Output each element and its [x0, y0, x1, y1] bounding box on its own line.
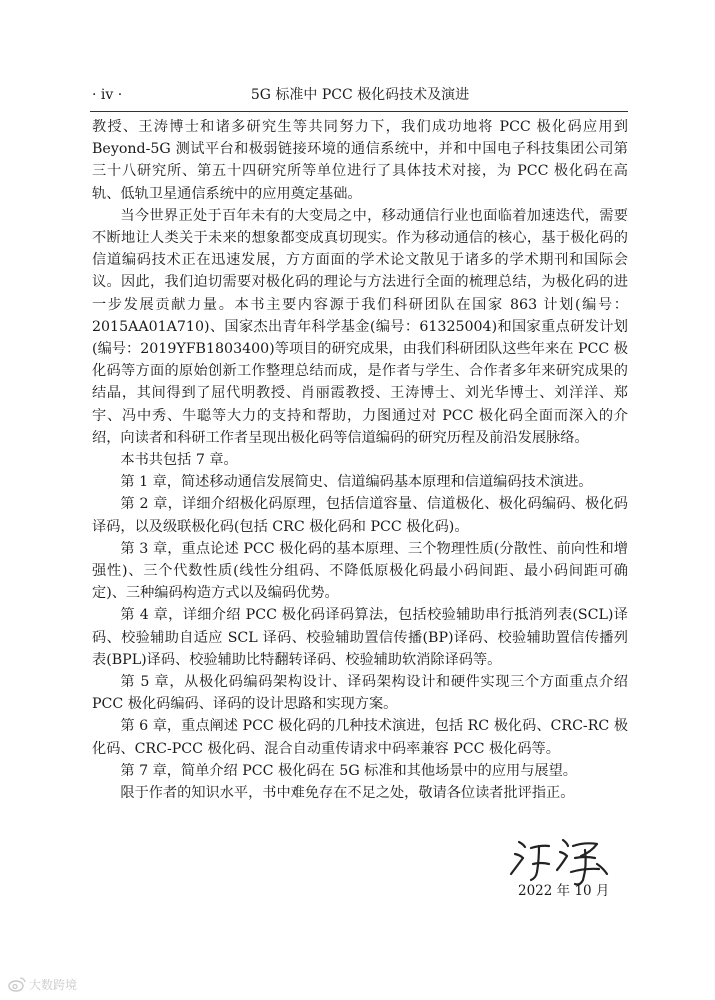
page-number: · iv · [92, 87, 123, 103]
paragraph: 第 3 章，重点论述 PCC 极化码的基本原理、三个物理性质(分散性、前向性和增强性)、三个代数性质(线性分组码、不降低原极化码最小码间距、最小码间距可确定)、三种编码构造方式以及编码优势。 [92, 540, 628, 602]
watermark-text: 大数跨境 [29, 977, 78, 992]
header-rule [90, 111, 628, 112]
paragraph: 第 2 章，详细介绍极化码原理，包括信道容量、信道极化、极化码编码、极化码译码，以及级联极化码(包括 CRC 极化码和 PCC 极化码)。 [92, 496, 628, 535]
running-header [90, 84, 630, 106]
paragraph: 第 6 章，重点阐述 PCC 极化码的几种技术演进，包括 RC 极化码、CRC-RC 极化码、CRC-PCC 极化码、混合自动重传请求中码率兼容 PCC 极化码等。 [92, 718, 628, 757]
paragraph: 教授、王涛博士和诸多研究生等共同努力下，我们成功地将 PCC 极化码应用到 Beyond-5G 测试平台和极弱链接环境的通信系统中，并和中国电子科技集团公司第三十八研究所、第五十四研究所等单位进行了具体技术对接，为 PCC 极化码在高轨、低轨卫星通信系统中的应用奠定基础。 [92, 119, 628, 202]
paragraph: 第 5 章，从极化码编码架构设计、译码架构设计和硬件实现三个方面重点介绍 PCC 极化码编码、译码的设计思路和实现方案。 [92, 674, 628, 713]
preface-body [92, 116, 628, 804]
running-title: 5G 标准中 PCC 极化码技术及演进 [250, 87, 470, 103]
paragraph: 限于作者的知识水平，书中难免存在不足之处，敬请各位读者批评指正。 [120, 785, 575, 802]
paragraph: 第 1 章，简述移动通信发展简史、信道编码基本原理和信道编码技术演进。 [120, 474, 593, 491]
paragraph: 第 4 章，详细介绍 PCC 极化码译码算法，包括校验辅助串行抵消列表(SCL)译码、校验辅助自适应 SCL 译码、校验辅助置信传播(BP)译码、校验辅助置信传播列表(BPL)译码、校验辅助比特翻转译码、校验辅助软消除译码等。 [92, 607, 628, 668]
paragraph: 本书共包括 7 章。 [120, 452, 238, 469]
weibo-icon [8, 976, 26, 992]
paragraph: 当今世界正处于百年未有的大变局之中，移动通信行业也面临着加速迭代，需要不断地让人类关于未来的想象都变成真切现实。作为移动通信的核心，基于极化码的信道编码技术正在迅速发展，方方面面的学术论文散见于诸多的学术期刊和国际会议。因此，我们迫切需要对极化码的理论与方法进行全面的梳理总结，为极化码的进一步发展贡献力量。本书主要内容源于我们科研团队在国家 863 计划(编号：2015AA01A710)、国家杰出青年科学基金(编号：61325004)和国家重点研发计划(编号：2019YFB1803400)等项目的研究成果，由我们科研团队这些年来在 PCC 极化码等方面的原始创新工作整理总结而成，是作者与学生、合作者多年来研究成果的结晶，其间得到了屈代明教授、肖丽霞教授、王涛博士、刘光华博士、刘洋洋、郑宇、冯中秀、牛聪等大力的支持和帮助，力图通过对 PCC 极化码全面而深入的介绍，向读者和科研工作者呈现出极化码等信道编码的研究历程及前沿发展脉络。 [92, 207, 628, 446]
preface-date: 2022 年 10 月 [518, 883, 610, 899]
paragraph: 第 7 章，简单介绍 PCC 极化码在 5G 标准和其他场景中的应用与展望。 [120, 762, 577, 779]
watermark [8, 974, 77, 994]
